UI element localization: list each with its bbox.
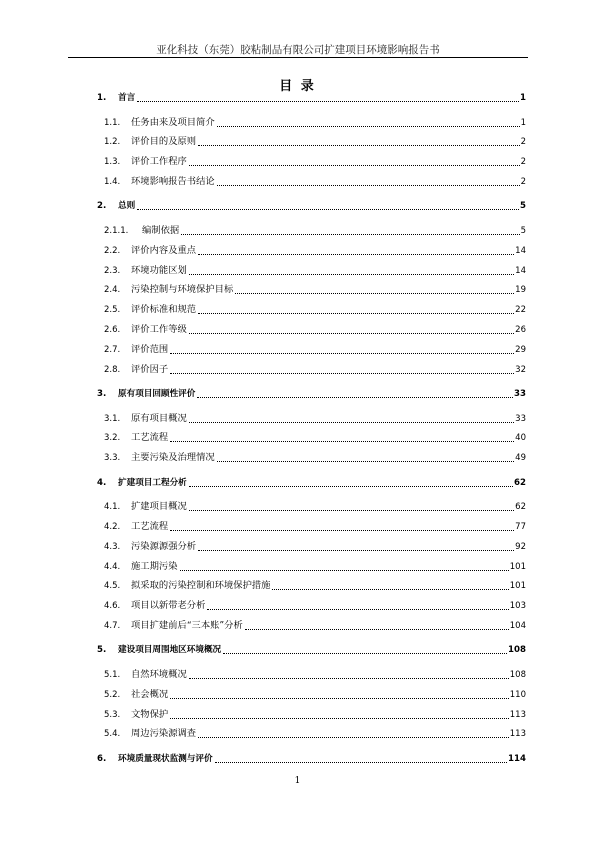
toc-leader-dots	[189, 509, 514, 511]
toc-leader-dots	[170, 717, 509, 719]
toc-title: 目 录	[279, 79, 316, 94]
toc-entry-page: 2	[520, 157, 526, 168]
toc-entry-line	[131, 689, 526, 701]
toc-entry-title: 工艺流程	[131, 520, 169, 532]
toc-entry-line	[131, 709, 526, 721]
toc-leader-dots	[189, 485, 513, 487]
toc-entry-number: 5.3.	[104, 709, 121, 720]
toc-entry-line	[131, 728, 526, 740]
toc-entry-line	[142, 225, 526, 237]
toc-leader-dots	[170, 352, 514, 354]
toc-leader-dots	[272, 588, 508, 590]
toc-entry-title: 环境影响报告书结论	[131, 175, 215, 187]
toc-entry-line	[131, 452, 526, 464]
toc-entry-number: 4.6.	[104, 601, 121, 612]
toc-entry-line	[131, 364, 526, 376]
toc-leader-dots	[198, 736, 509, 738]
toc-entry[interactable]	[0, 302, 595, 316]
toc-entry-number: 5.1.	[104, 669, 121, 680]
toc-entry-title: 主要污染及治理情况	[131, 452, 215, 464]
toc-entry[interactable]	[0, 282, 595, 296]
toc-entry-title: 污染源源强分析	[131, 540, 197, 552]
toc-entry[interactable]	[0, 578, 595, 592]
toc-entry-number: 2.3.	[104, 265, 121, 276]
toc-entry-line	[118, 753, 526, 765]
toc-entry-number: 1.2.	[104, 137, 121, 148]
toc-entry-line	[131, 541, 526, 553]
toc-entry[interactable]	[0, 322, 595, 336]
toc-leader-dots	[217, 184, 520, 186]
toc-entry[interactable]	[0, 707, 595, 721]
toc-entry-page: 32	[515, 364, 526, 375]
toc-entry-line	[131, 669, 526, 681]
toc-entry-title: 编制依据	[142, 224, 180, 236]
toc-leader-dots	[215, 761, 508, 763]
toc-entry-number: 4.1.	[104, 502, 121, 513]
toc-entry[interactable]	[0, 687, 595, 701]
toc-entry[interactable]	[0, 499, 595, 513]
toc-entry-line	[118, 477, 526, 489]
toc-entry-page: 49	[515, 453, 526, 464]
toc-entry-page: 62	[515, 502, 526, 513]
toc-entry-title: 首言	[118, 93, 136, 103]
toc-entry[interactable]	[0, 386, 595, 400]
toc-leader-dots	[181, 233, 519, 235]
toc-entry-page: 110	[509, 689, 526, 700]
toc-leader-dots	[217, 460, 514, 462]
toc-entry-title: 项目以新带老分析	[131, 600, 206, 612]
toc-entry-title: 周边污染源调查	[131, 728, 197, 740]
toc-entry-page: 101	[509, 561, 526, 572]
toc-entry-line	[131, 324, 526, 336]
toc-entry[interactable]	[0, 154, 595, 168]
toc-entry-number: 4.2.	[104, 521, 121, 532]
toc-entry[interactable]	[0, 559, 595, 573]
toc-entry-line	[131, 344, 526, 356]
toc-leader-dots	[137, 208, 519, 210]
toc-entry-title: 文物保护	[131, 708, 169, 720]
toc-entry[interactable]	[0, 539, 595, 553]
toc-leader-dots	[223, 652, 507, 654]
toc-entry-page: 113	[509, 729, 526, 740]
toc-entry-title: 扩建项目工程分析	[118, 477, 187, 488]
toc-entry-title: 社会概况	[131, 688, 169, 700]
toc-entry-page: 114	[508, 753, 526, 764]
toc-entry-title: 评价工作程序	[131, 156, 187, 168]
toc-entry-page: 19	[515, 285, 526, 296]
toc-entry-title: 污染控制与环境保护目标	[131, 284, 234, 296]
toc-entry-line	[131, 413, 526, 425]
toc-entry-page: 26	[515, 324, 526, 335]
toc-entry-number: 1.	[97, 93, 107, 103]
toc-entry-page: 14	[515, 265, 526, 276]
toc-entry-title: 工艺流程	[131, 432, 169, 444]
toc-entry-line	[131, 245, 526, 257]
toc-leader-dots	[170, 372, 514, 374]
toc-entry-title: 原有项目概况	[131, 412, 187, 424]
toc-leader-dots	[235, 292, 514, 294]
toc-entry-title: 拟采取的污染控制和环境保护措施	[131, 580, 271, 592]
toc-entry-number: 5.4.	[104, 729, 121, 740]
toc-entry-number: 2.	[97, 201, 107, 212]
toc-entry-number: 2.2.	[104, 245, 121, 256]
toc-entry[interactable]	[0, 243, 595, 257]
toc-entry-number: 2.5.	[104, 305, 121, 316]
toc-entry-title: 项目扩建前后“三本账”分析	[131, 619, 243, 631]
toc-entry-number: 6.	[97, 753, 107, 764]
toc-entry-title: 环境质量现状监测与评价	[118, 753, 213, 764]
toc-entry-page: 2	[520, 176, 526, 187]
toc-entry-page: 22	[515, 305, 526, 316]
toc-entry-line	[118, 388, 526, 400]
toc-entry-line	[118, 644, 526, 656]
toc-entry-number: 3.	[97, 389, 107, 399]
toc-leader-dots	[170, 697, 509, 699]
toc-entry-number: 3.1.	[104, 413, 121, 424]
toc-leader-dots	[198, 144, 519, 146]
toc-entry[interactable]	[0, 90, 595, 104]
toc-entry-line	[131, 501, 526, 513]
toc-leader-dots	[207, 608, 508, 610]
toc-leader-dots	[170, 440, 514, 442]
toc-entry[interactable]	[0, 342, 595, 356]
toc-entry-title: 评价内容及重点	[131, 244, 197, 256]
toc-entry-number: 1.4.	[104, 176, 121, 187]
toc-entry-line	[131, 600, 526, 612]
toc-entry-line	[131, 521, 526, 533]
toc-entry-title: 评价范围	[131, 343, 169, 355]
toc-entry[interactable]	[0, 642, 595, 656]
toc-entry-line	[131, 284, 526, 296]
toc-leader-dots	[245, 628, 509, 630]
toc-entry-number: 4.	[97, 477, 107, 488]
toc-entry-number: 3.3.	[104, 453, 121, 464]
toc-entry-number: 1.3.	[104, 157, 121, 168]
toc-entry-page: 2	[520, 137, 526, 148]
toc-entry[interactable]	[0, 198, 595, 212]
toc-entry-page: 5	[520, 225, 526, 236]
toc-entry-page: 92	[515, 541, 526, 552]
toc-entry-number: 5.2.	[104, 689, 121, 700]
toc-leader-dots	[198, 253, 514, 255]
toc-entry-title: 任务由来及项目简介	[131, 116, 215, 128]
toc-entry-title: 评价标准和规范	[131, 304, 197, 316]
toc-entry-page: 5	[520, 201, 526, 212]
toc-entry[interactable]	[0, 751, 595, 765]
toc-entry-page: 62	[514, 477, 526, 488]
toc-entry-title: 施工期污染	[131, 560, 178, 572]
toc-leader-dots	[189, 677, 509, 679]
toc-entry[interactable]	[0, 726, 595, 740]
toc-entry[interactable]	[0, 115, 595, 129]
toc-entry-line	[131, 117, 526, 129]
toc-entry-title: 评价工作等级	[131, 323, 187, 335]
toc-entry[interactable]	[0, 174, 595, 188]
toc-entry-title: 原有项目回顾性评价	[118, 389, 196, 399]
toc-entry-page: 14	[515, 245, 526, 256]
toc-entry-line	[131, 304, 526, 316]
toc-entry[interactable]	[0, 134, 595, 148]
toc-entry-page: 113	[509, 709, 526, 720]
toc-leader-dots	[189, 164, 520, 166]
toc-entry-title: 扩建项目概况	[131, 501, 187, 513]
toc-entry[interactable]	[0, 430, 595, 444]
toc-entry[interactable]	[0, 411, 595, 425]
toc-entry-page: 33	[514, 389, 526, 399]
toc-entry-number: 4.7.	[104, 620, 121, 631]
toc-entry[interactable]	[0, 598, 595, 612]
toc-entry-line	[131, 265, 526, 277]
toc-entry-number: 2.6.	[104, 324, 121, 335]
toc-entry[interactable]	[0, 618, 595, 632]
toc-entry-title: 自然环境概况	[131, 668, 187, 680]
toc-leader-dots	[217, 125, 520, 127]
toc-entry-page: 108	[508, 645, 526, 656]
toc-entry-line	[118, 200, 526, 212]
toc-leader-dots	[198, 549, 514, 551]
toc-entry-number: 2.1.1.	[104, 225, 129, 236]
toc-entry-number: 2.8.	[104, 364, 121, 375]
toc-entry-number: 4.5.	[104, 581, 121, 592]
toc-entry-page: 108	[509, 669, 526, 680]
page-number: 1	[294, 776, 301, 786]
toc-entry-title: 环境功能区划	[131, 264, 187, 276]
toc-entry[interactable]	[0, 263, 595, 277]
toc-entry-number: 3.2.	[104, 433, 121, 444]
toc-entry-page: 104	[509, 620, 526, 631]
toc-entry-page: 103	[509, 601, 526, 612]
toc-entry-number: 4.4.	[104, 561, 121, 572]
toc-leader-dots	[198, 312, 514, 314]
toc-entry[interactable]	[0, 223, 595, 237]
toc-entry-number: 2.4.	[104, 285, 121, 296]
toc-entry-page: 29	[515, 344, 526, 355]
toc-entry-page: 77	[515, 521, 526, 532]
toc-entry-title: 评价因子	[131, 363, 169, 375]
toc-entry-title: 总则	[118, 201, 136, 212]
toc-entry[interactable]	[0, 667, 595, 681]
toc-entry-line	[131, 136, 526, 148]
toc-entry-page: 101	[509, 581, 526, 592]
toc-entry-page: 1	[520, 117, 526, 128]
toc-entry-number: 1.1.	[104, 117, 121, 128]
toc-entry-line	[131, 176, 526, 188]
toc-entry-number: 2.7.	[104, 344, 121, 355]
toc-leader-dots	[189, 273, 514, 275]
header-divider	[68, 57, 528, 58]
toc-leader-dots	[197, 396, 513, 398]
toc-entry-number: 4.3.	[104, 541, 121, 552]
toc-leader-dots	[189, 421, 514, 423]
toc-entry-line	[118, 92, 526, 104]
toc-entry-title: 评价目的及原则	[131, 136, 197, 148]
toc-leader-dots	[137, 100, 519, 102]
toc-entry-title: 建设项目周围地区环境概况	[118, 645, 222, 656]
toc-leader-dots	[180, 569, 509, 571]
toc-entry-line	[131, 580, 526, 592]
running-header: 亚化科技（东莞）胶粘制品有限公司扩建项目环境影响报告书	[156, 44, 440, 56]
toc-entry-number: 5.	[97, 645, 107, 656]
toc-entry[interactable]	[0, 362, 595, 376]
toc-leader-dots	[170, 529, 514, 531]
toc-leader-dots	[189, 332, 514, 334]
toc-entry-page: 33	[515, 413, 526, 424]
toc-entry[interactable]	[0, 450, 595, 464]
toc-entry[interactable]	[0, 475, 595, 489]
toc-entry-line	[131, 561, 526, 573]
toc-entry-line	[131, 156, 526, 168]
toc-entry[interactable]	[0, 519, 595, 533]
toc-entry-page: 40	[515, 433, 526, 444]
toc-entry-line	[131, 620, 526, 632]
toc-entry-page: 1	[520, 93, 526, 103]
toc-entry-line	[131, 432, 526, 444]
